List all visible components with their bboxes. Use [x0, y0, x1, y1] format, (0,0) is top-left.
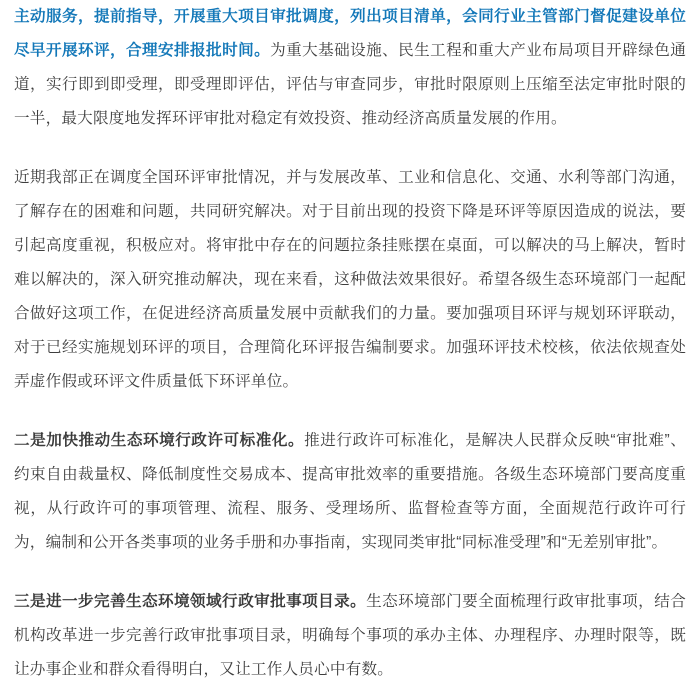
- paragraph-measures-intro-text: 为重大基础设施、民生工程和重大产业布局项目开辟绿色通道，实行即到即受理，即受理即评估，评估与审查同步，审批时限原则上压缩至法定审批时限的一半，最大限度地发挥环评审批对稳定有效投资、推动经济高质量发展的作用。: [14, 42, 686, 127]
- paragraph-section-two: [14, 424, 686, 560]
- paragraph-recent-dispatch: [14, 161, 686, 399]
- highlighted-sentence: 主动服务，提前指导，开展重大项目审批调度，列出项目清单，会同行业主管部门督促建设单位尽早开展环评，合理安排报批时间。: [14, 8, 686, 59]
- paragraph-measures-intro: [14, 0, 686, 136]
- paragraph-section-two-text: 推进行政许可标准化，是解决人民群众反映“审批难”、约束自由裁量权、降低制度性交易成本、提高审批效率的重要措施。各级生态环境部门要高度重视，从行政许可的事项管理、流程、服务、受理场所、监督检查等方面，全面规范行政许可行为，编制和公开各类事项的业务手册和办事指南，实现同类审批“同标准受理”和“无差别审批”。: [14, 432, 686, 551]
- section-three-heading: 三是进一步完善生态环境领域行政审批事项目录。: [14, 593, 367, 610]
- paragraph-section-three-text: 生态环境部门要全面梳理行政审批事项，结合机构改革进一步完善行政审批事项目录，明确每个事项的承办主体、办理程序、办理时限等，既让办事企业和群众看得明白，又让工作人员心中有数。: [14, 593, 686, 678]
- paragraph-section-three: [14, 585, 686, 687]
- paragraph-recent-dispatch-text: 近期我部正在调度全国环评审批情况，并与发展改革、工业和信息化、交通、水利等部门沟通，了解存在的困难和问题，共同研究解决。对于目前出现的投资下降是环评等原因造成的说法，要引起高度重视，积极应对。将审批中存在的问题拉条挂账摆在桌面，可以解决的马上解决，暂时难以解决的，深入研究推动解决，现在来看，这种做法效果很好。希望各级生态环境部门一起配合做好这项工作，在促进经济高质量发展中贡献我们的力量。要加强项目环评与规划环评联动，对于已经实施规划环评的项目，合理简化环评报告编制要求。加强环评技术校核，依法依规查处弄虚作假或环评文件质量低下环评单位。: [14, 169, 686, 390]
- section-two-heading: 二是加快推动生态环境行政许可标准化。: [14, 432, 305, 449]
